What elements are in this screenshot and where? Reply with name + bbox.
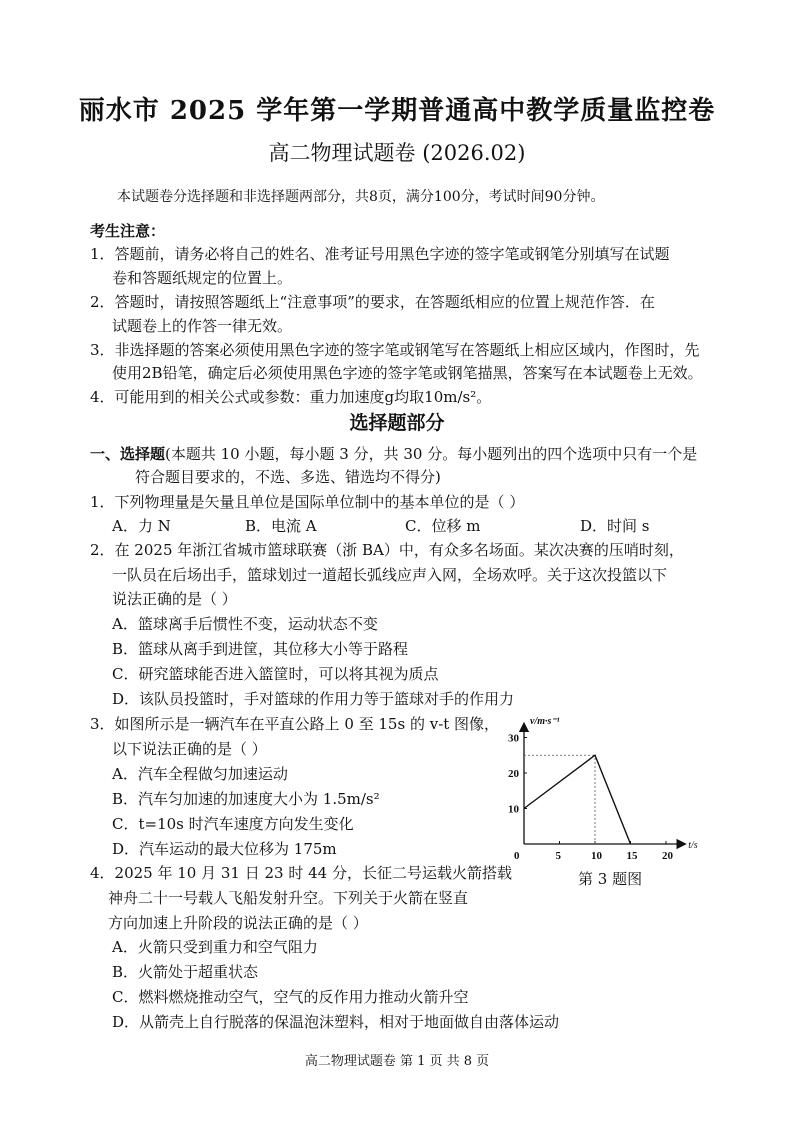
notes-line: 使用2B铅笔，确定后必须使用黑色字迹的签字笔或钢笔描黑，答案写在本试题卷上无效。 xyxy=(112,364,703,382)
part1-label: 一、选择题 xyxy=(90,445,166,463)
notes-line: 卷和答题纸规定的位置上。 xyxy=(112,269,293,287)
x-axis-label: t/s xyxy=(688,840,698,851)
x-tick-label: 10 xyxy=(591,850,602,862)
series-line xyxy=(524,755,631,844)
part1-desc-text: (本题共 10 小题，每小题 3 分，共 30 分。每小题列出的四个选项中只有一个是 xyxy=(165,445,698,463)
paper-subtitle: 高二物理试题卷 (2026.02) xyxy=(268,141,526,165)
q3-option-a: A．汽车全程做匀加速运动 xyxy=(112,765,288,783)
q4-option-c: C．燃料燃烧推动空气，空气的反作用力推动火箭升空 xyxy=(112,988,469,1006)
x-tick-label: 5 xyxy=(555,850,561,862)
q2-option-a: A．篮球离手后惯性不变，运动状态不变 xyxy=(112,615,378,633)
q2-stem-line: 说法正确的是（ ） xyxy=(112,590,237,608)
q2-stem-line: 一队员在后场出手，篮球划过一道超长弧线应声入网，全场欢呼。关于这次投篮以下 xyxy=(112,566,668,584)
q4-option-d: D．从箭壳上自行脱落的保温泡沫塑料，相对于地面做自由落体运动 xyxy=(112,1013,560,1031)
part1-desc2: 符合题目要求的，不选、多选、错选均不得分) xyxy=(135,468,441,486)
y-tick-label: 10 xyxy=(508,803,519,816)
page-footer: 高二物理试题卷 第 1 页 共 8 页 xyxy=(304,1054,490,1069)
chart-caption: 第 3 题图 xyxy=(578,870,643,888)
x-tick-label: 0 xyxy=(514,850,520,862)
notes-line: 3．非选择题的答案必须使用黑色字迹的签字笔或钢笔写在答题纸上相应区域内，作图时，先 xyxy=(90,341,700,359)
q3-option-c: C．t=10s 时汽车速度方向发生变化 xyxy=(112,815,354,833)
y-axis-label: v/m·s⁻¹ xyxy=(530,716,560,727)
paper-intro: 本试题卷分选择题和非选择题两部分，共8页，满分100分，考试时间90分钟。 xyxy=(117,189,605,205)
y-tick-label: 30 xyxy=(508,732,519,745)
q3-option-b: B．汽车匀加速的加速度大小为 1.5m/s² xyxy=(112,790,380,808)
notes-line: 2．答题时，请按照答题纸上“注意事项”的要求，在答题纸相应的位置上规范作答．在 xyxy=(90,293,655,311)
notes-heading: 考生注意： xyxy=(90,222,166,240)
q4-stem-line: 方向加速上升阶段的说法正确的是（ ） xyxy=(108,914,368,932)
notes-line: 1．答题前，请务必将自己的姓名、准考证号用黑色字迹的签字笔或钢笔分别填写在试题 xyxy=(90,245,670,263)
q1-option-c: C．位移 m xyxy=(405,517,481,535)
q4-option-a: A．火箭只受到重力和空气阻力 xyxy=(112,938,318,956)
q3-stem-line: 以下说法正确的是（ ） xyxy=(112,740,267,758)
q2-option-b: B．篮球从离手到进筐，其位移大小等于路程 xyxy=(112,640,409,658)
part1-desc xyxy=(90,443,697,464)
x-tick-label: 15 xyxy=(626,850,638,862)
paper-title: 丽水市 2025 学年第一学期普通高中教学质量监控卷 xyxy=(78,96,716,126)
q1-option-d: D．时间 s xyxy=(580,517,650,535)
q4-stem-line: 4．2025 年 10 月 31 日 23 时 44 分，长征二号运载火箭搭载 xyxy=(90,864,512,882)
x-tick-label: 20 xyxy=(662,850,673,862)
q4-option-b: B．火箭处于超重状态 xyxy=(112,963,259,981)
q1-option-b: B．电流 A xyxy=(245,517,317,535)
notes-line: 试题卷上的作答一律无效。 xyxy=(112,317,293,335)
vt-chart xyxy=(500,712,720,892)
q4-stem-line: 神舟二十一号载人飞船发射升空。下列关于火箭在竖直 xyxy=(108,889,469,907)
q2-option-d: D．该队员投篮时，手对篮球的作用力等于篮球对手的作用力 xyxy=(112,690,515,708)
q3-stem-line: 3．如图所示是一辆汽车在平直公路上 0 至 15s 的 v-t 图像， xyxy=(90,715,500,733)
y-tick-label: 20 xyxy=(508,768,519,780)
q3-option-d: D．汽车运动的最大位移为 175m xyxy=(112,840,337,858)
q1-stem: 1．下列物理量是矢量且单位是国际单位制中的基本单位的是（ ） xyxy=(90,493,525,511)
section-title: 选择题部分 xyxy=(349,412,445,434)
notes-line: 4．可能用到的相关公式或参数：重力加速度g均取10m/s²。 xyxy=(90,388,492,406)
q2-option-c: C．研究篮球能否进入篮筐时，可以将其视为质点 xyxy=(112,665,439,683)
q2-stem-line: 2．在 2025 年浙江省城市篮球联赛（浙 BA）中，有众多名场面。某次决赛的压哨时刻， xyxy=(90,541,684,559)
q1-option-a: A．力 N xyxy=(112,517,171,535)
